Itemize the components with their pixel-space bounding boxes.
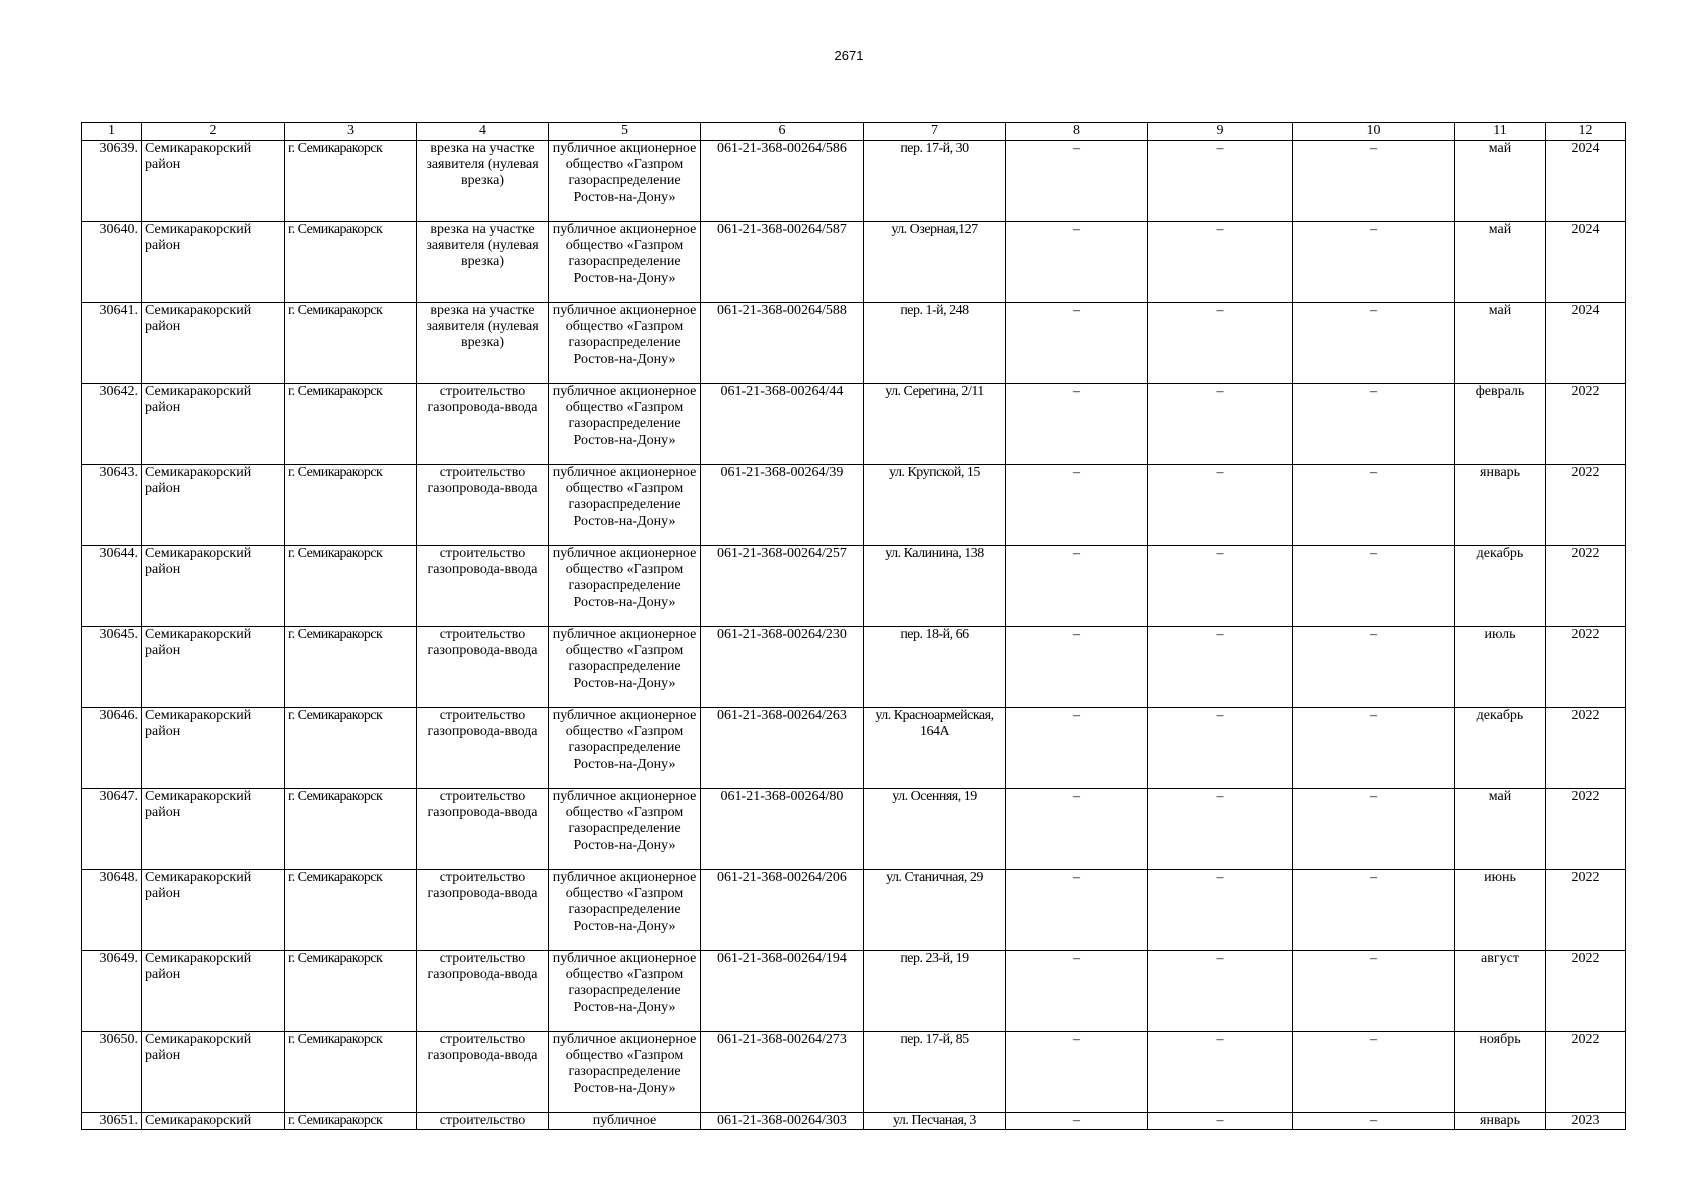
- address-cell: ул. Крупской, 15: [864, 465, 1006, 546]
- locality-cell: г. Семикаракорск: [285, 951, 417, 1032]
- month-cell: май: [1455, 222, 1546, 303]
- locality-cell: г. Семикаракорск: [285, 870, 417, 951]
- registration-code-cell: 061-21-368-00264/588: [701, 303, 864, 384]
- column-8-cell: –: [1006, 1113, 1148, 1130]
- work-type-cell: врезка на участке заявителя (нулевая врезка): [417, 141, 549, 222]
- month-cell: январь: [1455, 1113, 1546, 1130]
- table-row: [82, 789, 1626, 870]
- row-number-cell: 30645.: [82, 627, 142, 708]
- registration-code-cell: 061-21-368-00264/80: [701, 789, 864, 870]
- locality-cell: г. Семикаракорск: [285, 303, 417, 384]
- table-row: [82, 303, 1626, 384]
- year-cell: 2023: [1546, 1113, 1626, 1130]
- row-number-cell: 30642.: [82, 384, 142, 465]
- table-row: [82, 1032, 1626, 1113]
- year-cell: 2022: [1546, 627, 1626, 708]
- column-9-cell: –: [1148, 384, 1293, 465]
- organization-cell: публичное акционерное общество «Газпром газораспределение Ростов-на-Дону»: [549, 1032, 701, 1113]
- column-10-cell: –: [1293, 951, 1455, 1032]
- registration-code-cell: 061-21-368-00264/44: [701, 384, 864, 465]
- column-9-cell: –: [1148, 627, 1293, 708]
- table-row: [82, 870, 1626, 951]
- address-cell: пер. 1-й, 248: [864, 303, 1006, 384]
- organization-cell: публичное: [549, 1113, 701, 1130]
- organization-cell: публичное акционерное общество «Газпром газораспределение Ростов-на-Дону»: [549, 303, 701, 384]
- column-8-cell: –: [1006, 546, 1148, 627]
- organization-cell: публичное акционерное общество «Газпром газораспределение Ростов-на-Дону»: [549, 222, 701, 303]
- column-number-cell: 12: [1546, 123, 1626, 141]
- column-8-cell: –: [1006, 951, 1148, 1032]
- row-number-cell: 30640.: [82, 222, 142, 303]
- table-row: [82, 465, 1626, 546]
- column-9-cell: –: [1148, 789, 1293, 870]
- column-10-cell: –: [1293, 546, 1455, 627]
- registration-code-cell: 061-21-368-00264/39: [701, 465, 864, 546]
- address-cell: ул. Озерная,127: [864, 222, 1006, 303]
- column-10-cell: –: [1293, 384, 1455, 465]
- table-row: [82, 546, 1626, 627]
- organization-cell: публичное акционерное общество «Газпром газораспределение Ростов-на-Дону»: [549, 708, 701, 789]
- column-number-cell: 8: [1006, 123, 1148, 141]
- column-10-cell: –: [1293, 222, 1455, 303]
- month-cell: декабрь: [1455, 546, 1546, 627]
- column-8-cell: –: [1006, 222, 1148, 303]
- work-type-cell: строительство газопровода-ввода: [417, 1032, 549, 1113]
- work-type-cell: врезка на участке заявителя (нулевая врезка): [417, 303, 549, 384]
- column-10-cell: –: [1293, 465, 1455, 546]
- table-row: [82, 384, 1626, 465]
- table-row: [82, 708, 1626, 789]
- organization-cell: публичное акционерное общество «Газпром газораспределение Ростов-на-Дону»: [549, 384, 701, 465]
- locality-cell: г. Семикаракорск: [285, 222, 417, 303]
- row-number-cell: 30649.: [82, 951, 142, 1032]
- address-cell: пер. 23-й, 19: [864, 951, 1006, 1032]
- district-cell: Семикаракорский район: [142, 141, 285, 222]
- district-cell: Семикаракорский район: [142, 384, 285, 465]
- row-number-cell: 30650.: [82, 1032, 142, 1113]
- row-number-cell: 30648.: [82, 870, 142, 951]
- column-9-cell: –: [1148, 546, 1293, 627]
- year-cell: 2022: [1546, 708, 1626, 789]
- work-type-cell: строительство газопровода-ввода: [417, 708, 549, 789]
- district-cell: Семикаракорский район: [142, 789, 285, 870]
- column-10-cell: –: [1293, 141, 1455, 222]
- table-row: [82, 627, 1626, 708]
- locality-cell: г. Семикаракорск: [285, 465, 417, 546]
- row-number-cell: 30651.: [82, 1113, 142, 1130]
- row-number-cell: 30647.: [82, 789, 142, 870]
- address-cell: ул. Осенняя, 19: [864, 789, 1006, 870]
- address-cell: пер. 17-й, 30: [864, 141, 1006, 222]
- organization-cell: публичное акционерное общество «Газпром газораспределение Ростов-на-Дону»: [549, 951, 701, 1032]
- column-10-cell: –: [1293, 870, 1455, 951]
- column-10-cell: –: [1293, 303, 1455, 384]
- organization-cell: публичное акционерное общество «Газпром газораспределение Ростов-на-Дону»: [549, 465, 701, 546]
- month-cell: февраль: [1455, 384, 1546, 465]
- column-number-cell: 11: [1455, 123, 1546, 141]
- column-9-cell: –: [1148, 222, 1293, 303]
- district-cell: Семикаракорский район: [142, 1032, 285, 1113]
- column-9-cell: –: [1148, 870, 1293, 951]
- column-9-cell: –: [1148, 141, 1293, 222]
- work-type-cell: строительство газопровода-ввода: [417, 465, 549, 546]
- registration-code-cell: 061-21-368-00264/194: [701, 951, 864, 1032]
- registration-code-cell: 061-21-368-00264/263: [701, 708, 864, 789]
- work-type-cell: строительство газопровода-ввода: [417, 627, 549, 708]
- work-type-cell: строительство газопровода-ввода: [417, 870, 549, 951]
- column-number-cell: 9: [1148, 123, 1293, 141]
- work-type-cell: строительство газопровода-ввода: [417, 384, 549, 465]
- organization-cell: публичное акционерное общество «Газпром газораспределение Ростов-на-Дону»: [549, 870, 701, 951]
- table-row: [82, 222, 1626, 303]
- month-cell: декабрь: [1455, 708, 1546, 789]
- column-number-cell: 2: [142, 123, 285, 141]
- month-cell: май: [1455, 789, 1546, 870]
- column-10-cell: –: [1293, 1032, 1455, 1113]
- registration-code-cell: 061-21-368-00264/303: [701, 1113, 864, 1130]
- year-cell: 2022: [1546, 384, 1626, 465]
- column-8-cell: –: [1006, 465, 1148, 546]
- table-row: [82, 1113, 1626, 1130]
- district-cell: Семикаракорский район: [142, 303, 285, 384]
- year-cell: 2024: [1546, 141, 1626, 222]
- year-cell: 2024: [1546, 222, 1626, 303]
- address-cell: ул. Серегина, 2/11: [864, 384, 1006, 465]
- district-cell: Семикаракорский район: [142, 708, 285, 789]
- year-cell: 2022: [1546, 1032, 1626, 1113]
- work-type-cell: строительство газопровода-ввода: [417, 546, 549, 627]
- work-type-cell: строительство: [417, 1113, 549, 1130]
- work-type-cell: строительство газопровода-ввода: [417, 951, 549, 1032]
- organization-cell: публичное акционерное общество «Газпром газораспределение Ростов-на-Дону»: [549, 141, 701, 222]
- row-number-cell: 30639.: [82, 141, 142, 222]
- locality-cell: г. Семикаракорск: [285, 546, 417, 627]
- column-8-cell: –: [1006, 303, 1148, 384]
- column-8-cell: –: [1006, 627, 1148, 708]
- work-type-cell: врезка на участке заявителя (нулевая врезка): [417, 222, 549, 303]
- address-cell: ул. Станичная, 29: [864, 870, 1006, 951]
- address-cell: ул. Песчаная, 3: [864, 1113, 1006, 1130]
- district-cell: Семикаракорский район: [142, 870, 285, 951]
- locality-cell: г. Семикаракорск: [285, 1113, 417, 1130]
- column-8-cell: –: [1006, 384, 1148, 465]
- column-number-cell: 7: [864, 123, 1006, 141]
- column-10-cell: –: [1293, 708, 1455, 789]
- locality-cell: г. Семикаракорск: [285, 789, 417, 870]
- page-number: 2671: [834, 48, 864, 63]
- district-cell: Семикаракорский район: [142, 627, 285, 708]
- column-8-cell: –: [1006, 141, 1148, 222]
- address-cell: ул. Красноармейская, 164А: [864, 708, 1006, 789]
- district-cell: Семикаракорский район: [142, 222, 285, 303]
- registration-code-cell: 061-21-368-00264/273: [701, 1032, 864, 1113]
- column-8-cell: –: [1006, 1032, 1148, 1113]
- column-10-cell: –: [1293, 1113, 1455, 1130]
- column-number-cell: 1: [82, 123, 142, 141]
- registration-code-cell: 061-21-368-00264/230: [701, 627, 864, 708]
- registration-code-cell: 061-21-368-00264/587: [701, 222, 864, 303]
- table-row: [82, 141, 1626, 222]
- column-8-cell: –: [1006, 870, 1148, 951]
- row-number-cell: 30643.: [82, 465, 142, 546]
- district-cell: Семикаракорский: [142, 1113, 285, 1130]
- column-number-cell: 3: [285, 123, 417, 141]
- organization-cell: публичное акционерное общество «Газпром газораспределение Ростов-на-Дону»: [549, 546, 701, 627]
- organization-cell: публичное акционерное общество «Газпром газораспределение Ростов-на-Дону»: [549, 789, 701, 870]
- column-9-cell: –: [1148, 1032, 1293, 1113]
- month-cell: январь: [1455, 465, 1546, 546]
- row-number-cell: 30641.: [82, 303, 142, 384]
- column-8-cell: –: [1006, 708, 1148, 789]
- year-cell: 2022: [1546, 870, 1626, 951]
- district-cell: Семикаракорский район: [142, 951, 285, 1032]
- row-number-cell: 30646.: [82, 708, 142, 789]
- locality-cell: г. Семикаракорск: [285, 627, 417, 708]
- month-cell: июнь: [1455, 870, 1546, 951]
- column-10-cell: –: [1293, 627, 1455, 708]
- column-number-cell: 5: [549, 123, 701, 141]
- registration-code-cell: 061-21-368-00264/257: [701, 546, 864, 627]
- table-row: [82, 951, 1626, 1032]
- district-cell: Семикаракорский район: [142, 465, 285, 546]
- year-cell: 2022: [1546, 465, 1626, 546]
- year-cell: 2024: [1546, 303, 1626, 384]
- month-cell: май: [1455, 303, 1546, 384]
- column-9-cell: –: [1148, 951, 1293, 1032]
- column-number-cell: 6: [701, 123, 864, 141]
- month-cell: ноябрь: [1455, 1032, 1546, 1113]
- address-cell: ул. Калинина, 138: [864, 546, 1006, 627]
- registration-code-cell: 061-21-368-00264/586: [701, 141, 864, 222]
- column-number-cell: 10: [1293, 123, 1455, 141]
- address-cell: пер. 17-й, 85: [864, 1032, 1006, 1113]
- work-type-cell: строительство газопровода-ввода: [417, 789, 549, 870]
- locality-cell: г. Семикаракорск: [285, 1032, 417, 1113]
- locality-cell: г. Семикаракорск: [285, 141, 417, 222]
- column-9-cell: –: [1148, 708, 1293, 789]
- month-cell: август: [1455, 951, 1546, 1032]
- column-10-cell: –: [1293, 789, 1455, 870]
- registration-code-cell: 061-21-368-00264/206: [701, 870, 864, 951]
- column-number-row: [82, 123, 1626, 141]
- column-9-cell: –: [1148, 1113, 1293, 1130]
- register-table: [81, 122, 1626, 1130]
- column-8-cell: –: [1006, 789, 1148, 870]
- district-cell: Семикаракорский район: [142, 546, 285, 627]
- column-number-cell: 4: [417, 123, 549, 141]
- address-cell: пер. 18-й, 66: [864, 627, 1006, 708]
- column-9-cell: –: [1148, 303, 1293, 384]
- locality-cell: г. Семикаракорск: [285, 384, 417, 465]
- year-cell: 2022: [1546, 789, 1626, 870]
- year-cell: 2022: [1546, 546, 1626, 627]
- column-9-cell: –: [1148, 465, 1293, 546]
- month-cell: май: [1455, 141, 1546, 222]
- locality-cell: г. Семикаракорск: [285, 708, 417, 789]
- row-number-cell: 30644.: [82, 546, 142, 627]
- organization-cell: публичное акционерное общество «Газпром газораспределение Ростов-на-Дону»: [549, 627, 701, 708]
- month-cell: июль: [1455, 627, 1546, 708]
- year-cell: 2022: [1546, 951, 1626, 1032]
